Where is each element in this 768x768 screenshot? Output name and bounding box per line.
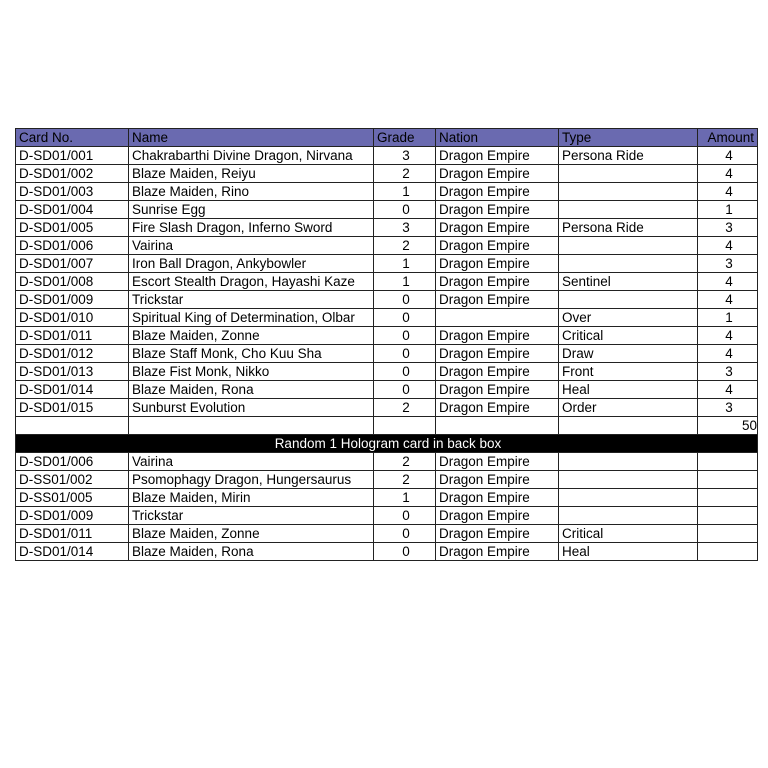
cell-grade: 0 [374,525,436,543]
table-row [16,345,758,363]
cell-grade: 0 [374,543,436,561]
header-grade: Grade [374,129,436,147]
header-row [16,129,758,147]
cell-grade: 0 [374,507,436,525]
cell-card-no: D-SD01/014 [16,381,129,399]
cell-amount [698,453,758,471]
total-row [16,417,758,435]
cell-card-no: D-SD01/010 [16,309,129,327]
total-spacer [436,417,559,435]
cell-grade: 2 [374,237,436,255]
cell-amount [698,489,758,507]
cell-type [559,291,698,309]
table-row [16,273,758,291]
cell-nation: Dragon Empire [436,381,559,399]
cell-grade: 1 [374,183,436,201]
cell-amount: 3 [698,255,758,273]
cell-name: Spiritual King of Determination, Olbar [129,309,374,327]
table-row [16,165,758,183]
cell-name: Escort Stealth Dragon, Hayashi Kaze [129,273,374,291]
cell-grade: 0 [374,327,436,345]
cell-card-no: D-SS01/002 [16,471,129,489]
cell-amount [698,471,758,489]
header-type: Type [559,129,698,147]
cell-nation: Dragon Empire [436,507,559,525]
cell-nation: Dragon Empire [436,183,559,201]
hologram-row [16,507,758,525]
hologram-banner: Random 1 Hologram card in back box [16,435,758,453]
table-row [16,183,758,201]
table-row [16,237,758,255]
cell-name: Blaze Maiden, Rino [129,183,374,201]
cell-amount: 4 [698,327,758,345]
cell-nation: Dragon Empire [436,543,559,561]
cell-type: Order [559,399,698,417]
cell-card-no: D-SS01/005 [16,489,129,507]
cell-nation: Dragon Empire [436,147,559,165]
cell-name: Chakrabarthi Divine Dragon, Nirvana [129,147,374,165]
cell-name: Blaze Staff Monk, Cho Kuu Sha [129,345,374,363]
hologram-banner-row [16,435,758,453]
table-row [16,147,758,165]
cell-card-no: D-SD01/008 [16,273,129,291]
cell-card-no: D-SD01/005 [16,219,129,237]
cell-amount: 3 [698,219,758,237]
cell-name: Blaze Fist Monk, Nikko [129,363,374,381]
cell-grade: 1 [374,489,436,507]
cell-card-no: D-SD01/004 [16,201,129,219]
header-card-no: Card No. [16,129,129,147]
cell-amount: 1 [698,201,758,219]
cell-nation: Dragon Empire [436,489,559,507]
total-amount: 50 [698,417,758,435]
cell-name: Vairina [129,453,374,471]
cell-nation: Dragon Empire [436,471,559,489]
header-nation: Nation [436,129,559,147]
hologram-row [16,525,758,543]
cell-grade: 3 [374,147,436,165]
cell-type [559,201,698,219]
cell-card-no: D-SD01/002 [16,165,129,183]
cell-amount: 4 [698,381,758,399]
table-row [16,327,758,345]
cell-type [559,255,698,273]
cell-amount [698,525,758,543]
table-row [16,255,758,273]
cell-name: Psomophagy Dragon, Hungersaurus [129,471,374,489]
cell-nation: Dragon Empire [436,237,559,255]
cell-name: Iron Ball Dragon, Ankybowler [129,255,374,273]
cell-nation: Dragon Empire [436,363,559,381]
table-row [16,291,758,309]
cell-type [559,183,698,201]
cell-card-no: D-SD01/011 [16,525,129,543]
cell-name: Sunburst Evolution [129,399,374,417]
cell-grade: 1 [374,255,436,273]
table-row [16,201,758,219]
cell-name: Blaze Maiden, Rona [129,543,374,561]
cell-amount: 3 [698,399,758,417]
cell-amount: 3 [698,363,758,381]
header-amount: Amount [698,129,758,147]
card-list-table [15,128,758,561]
cell-grade: 0 [374,381,436,399]
cell-nation: Dragon Empire [436,219,559,237]
cell-type [559,453,698,471]
cell-nation: Dragon Empire [436,327,559,345]
cell-grade: 2 [374,165,436,183]
cell-name: Blaze Maiden, Mirin [129,489,374,507]
cell-name: Trickstar [129,507,374,525]
cell-type: Critical [559,327,698,345]
cell-type [559,471,698,489]
cell-type: Persona Ride [559,219,698,237]
cell-grade: 0 [374,291,436,309]
cell-card-no: D-SD01/013 [16,363,129,381]
cell-type: Heal [559,543,698,561]
table-row [16,309,758,327]
cell-nation: Dragon Empire [436,525,559,543]
cell-nation: Dragon Empire [436,165,559,183]
cell-nation: Dragon Empire [436,399,559,417]
cell-type: Front [559,363,698,381]
cell-type: Draw [559,345,698,363]
cell-card-no: D-SD01/006 [16,237,129,255]
total-spacer [559,417,698,435]
cell-name: Vairina [129,237,374,255]
cell-card-no: D-SD01/009 [16,507,129,525]
cell-amount: 4 [698,345,758,363]
total-spacer [129,417,374,435]
cell-name: Blaze Maiden, Rona [129,381,374,399]
cell-amount: 4 [698,273,758,291]
total-spacer [374,417,436,435]
cell-grade: 3 [374,219,436,237]
cell-type: Critical [559,525,698,543]
cell-name: Trickstar [129,291,374,309]
cell-nation: Dragon Empire [436,453,559,471]
cell-amount: 4 [698,291,758,309]
cell-type: Over [559,309,698,327]
header-name: Name [129,129,374,147]
table-row [16,219,758,237]
cell-nation: Dragon Empire [436,273,559,291]
cell-type: Heal [559,381,698,399]
cell-grade: 0 [374,345,436,363]
cell-type [559,165,698,183]
hologram-row [16,489,758,507]
cell-card-no: D-SD01/006 [16,453,129,471]
cell-name: Blaze Maiden, Reiyu [129,165,374,183]
cell-type [559,489,698,507]
cell-grade: 1 [374,273,436,291]
hologram-row [16,543,758,561]
cell-type: Persona Ride [559,147,698,165]
cell-grade: 0 [374,363,436,381]
cell-type: Sentinel [559,273,698,291]
cell-type [559,237,698,255]
table-row [16,363,758,381]
cell-grade: 2 [374,453,436,471]
cell-card-no: D-SD01/007 [16,255,129,273]
total-spacer [16,417,129,435]
card-list-body [16,147,758,435]
cell-card-no: D-SD01/009 [16,291,129,309]
cell-grade: 2 [374,399,436,417]
cell-amount: 4 [698,165,758,183]
cell-amount: 1 [698,309,758,327]
cell-nation: Dragon Empire [436,255,559,273]
cell-amount: 4 [698,237,758,255]
cell-amount [698,507,758,525]
table-row [16,381,758,399]
cell-grade: 0 [374,309,436,327]
cell-nation [436,309,559,327]
cell-card-no: D-SD01/011 [16,327,129,345]
hologram-row [16,471,758,489]
cell-nation: Dragon Empire [436,201,559,219]
cell-grade: 0 [374,201,436,219]
table-row [16,399,758,417]
cell-card-no: D-SD01/014 [16,543,129,561]
cell-amount [698,543,758,561]
cell-type [559,507,698,525]
cell-card-no: D-SD01/012 [16,345,129,363]
cell-nation: Dragon Empire [436,291,559,309]
cell-name: Blaze Maiden, Zonne [129,525,374,543]
cell-card-no: D-SD01/003 [16,183,129,201]
cell-card-no: D-SD01/001 [16,147,129,165]
cell-grade: 2 [374,471,436,489]
hologram-row [16,453,758,471]
cell-name: Sunrise Egg [129,201,374,219]
cell-card-no: D-SD01/015 [16,399,129,417]
cell-amount: 4 [698,183,758,201]
cell-name: Blaze Maiden, Zonne [129,327,374,345]
cell-nation: Dragon Empire [436,345,559,363]
cell-amount: 4 [698,147,758,165]
cell-name: Fire Slash Dragon, Inferno Sword [129,219,374,237]
hologram-list-body [16,435,758,561]
